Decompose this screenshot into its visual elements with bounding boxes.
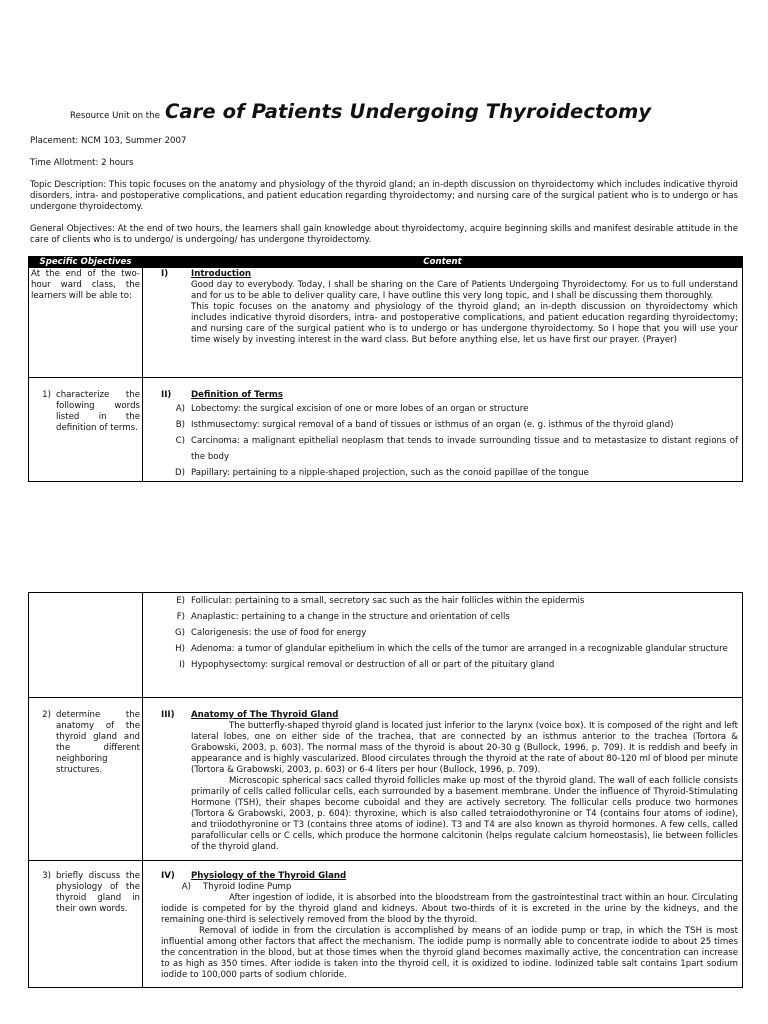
objectives-content-table-2 [28,592,743,988]
term-item [161,609,738,625]
subsection-letter: A) [181,882,191,892]
objective-item [29,390,142,434]
term-text: Follicular: pertaining to a small, secretory sac such as the hair follicles within the epidermis [191,596,585,606]
term-text: Papillary: pertaining to a nipple-shaped projection, such as the conoid papillae of the tongue [191,468,589,478]
section-number: II) [161,390,172,400]
title-prefix: Resource Unit on the [70,111,160,121]
term-letter: G) [174,628,185,638]
section-title: Definition of Terms [191,390,283,400]
section-number: I) [161,269,169,279]
term-letter: D) [175,468,185,478]
table-header-row [29,257,743,268]
term-text: Isthmusectomy: surgical removal of a band of tissues or isthmus of an organ (e. g. isthmus of the thyroid gland) [191,420,674,430]
section-number: III) [161,710,175,720]
section-title: Physiology of the Thyroid Gland [191,871,347,881]
content-cell [143,861,743,988]
table-row [29,698,743,861]
title-main: Care of Patients Undergoing Thyroidectomy [165,100,652,123]
paragraph: Removal of iodide in from the circulation is accomplished by means of an iodide pump or trap, in which the TSH is most influential among other factors that affect the mechanism. The iodide pump is normally able to concentrate iodide to about 25 times the concentration in the blood, but at those times when the thyroid gland becomes maximally active, the concentration can increase to as high as 350 times. After iodide is taken into the thyroid cell, it is oxidized to iodine. Iodinized table salt contains 1part sodium iodide to 100,000 parts of sodium chloride. [161,926,738,980]
term-text: Calorigenesis: the use of food for energy [191,628,367,638]
table-row [29,268,743,378]
paragraph: After ingestion of iodide, it is absorbed into the bloodstream from the gastrointestinal tract within an hour. Circulating iodide is competed for by the thyroid gland and kidneys. About two-thirds of it is excreted in the urine by the kidneys, and the remaining one-third is selectively removed from the blood by the thyroid. [161,893,738,925]
term-item [161,625,738,641]
term-text: Lobectomy: the surgical excision of one or more lobes of an organ or structure [191,404,529,414]
general-objectives: General Objectives: At the end of two hours, the learners shall gain knowledge about thyroidectomy, acquire beginning skills and manifest desirable attitude in the care of clients who is to undergo/ is undergoing/ has undergone thyroidectomy. [30,224,738,245]
objective-item [29,710,142,776]
content-cell [143,378,743,482]
objective-text: briefly discuss the physiology of the thyroid gland in their own words. [56,871,140,914]
paragraph: Good day to everybody. Today, I shall be sharing on the Care of Patients Undergoing Thyroidectomy. For us to full understand and for us to be able to deliver quality care, I have outline this very long topic, and I shall be discussing them thoroughly. [191,280,738,301]
term-letter: A) [175,404,185,414]
objective-item [29,871,142,915]
paragraph: This topic focuses on the anatomy and physiology of the thyroid gland; an in-depth discussion on thyroidectomy which includes indicative thyroid disorders, intra- and postoperative complications, and patient education regarding thyroidectomy; and nursing care of the surgical patient who is to undergo or has undergone thyroidectomy. So I hope that you will use your time wisely by investing interest in the ward class. But before anything else, let us have first our prayer. (Prayer) [191,302,738,345]
section-heading [161,871,738,882]
objectives-content-table-1 [28,256,743,482]
paragraph: The butterfly-shaped thyroid gland is located just inferior to the larynx (voice box). It is composed of the right and left lateral lobes, one on either side of the trachea, that are connected by an isthmus anterior to the trachea (Tortora & Grabowski, 2003, p. 603). The normal mass of the thyroid is about 20-30 g (Bullock, 1996, p. 709). It is reddish and beefy in appearance and is highly vascularized. Blood circulates through the thyroid at the rate of about 80-120 ml of blood per minute (Tortora & Grabowski, 2003, p. 603) or 6-4 liters per hour (Bullock, 1996, p. 709). [191,721,738,775]
table-row [29,861,743,988]
section-title: Introduction [191,269,252,279]
term-item [161,657,738,673]
term-item [161,465,738,481]
term-letter: C) [175,436,185,446]
header-specific-objectives: Specific Objectives [29,257,143,268]
term-text: Carcinoma: a malignant epithelial neoplasm that tends to invade surrounding tissue and to metastasize to distant regions of the body [191,436,738,462]
objective-cell [29,268,143,378]
section-title: Anatomy of The Thyroid Gland [191,710,339,720]
term-item [161,401,738,417]
header-content: Content [143,257,743,268]
content-cell [143,268,743,378]
objective-cell [29,593,143,698]
time-allotment-line: Time Allotment: 2 hours [30,158,134,168]
placement-line: Placement: NCM 103, Summer 2007 [30,136,187,146]
term-item [161,641,738,657]
term-item [161,433,738,465]
intro-objective: At the end of the two-hour ward class, the learners will be able to: [31,269,140,301]
objective-cell [29,861,143,988]
section-heading [161,710,738,721]
section-heading [161,390,738,401]
term-text: Adenoma: a tumor of glandular epithelium in which the cells of the tumor are arranged in a recognizable glandular structure [191,644,728,654]
term-letter: E) [176,596,185,606]
objective-text: characterize the following words listed in the definition of terms. [56,390,140,433]
document-title [70,100,651,123]
term-letter: I) [179,660,185,670]
objective-number: 1) [42,390,51,400]
section-heading [161,269,738,280]
subsection-title: Thyroid Iodine Pump [203,882,292,892]
content-cell [143,698,743,861]
table-row [29,593,743,698]
objective-text: determine the anatomy of the thyroid gland and the different neighboring structures. [56,710,140,775]
term-item [161,417,738,433]
paragraph: Microscopic spherical sacs called thyroid follicles make up most of the thyroid gland. The wall of each follicle consists primarily of cells called follicular cells, each surrounded by a basement membrane. Under the influence of Thyroid-Stimulating Hormone (TSH), their shapes become cuboidal and they are actively secretory. The follicular cells produce two hormones (Tortora & Grabowski, 2003, p. 604): thyroxine, which is also called tetraiodothyronine or T4 (contains four atoms of iodine), and triiodothyronine or T3 (contains three atoms of iodine). T3 and T4 are also known as thyroid hormones. A few cells, called parafollicular cells or C cells, which produce the hormone calcitonin (helps regulate calcium homeostasis), lie between follicles of the thyroid gland. [191,776,738,852]
section-number: IV) [161,871,175,881]
term-letter: B) [175,420,185,430]
subsection-heading [161,882,738,893]
topic-description: Topic Description: This topic focuses on the anatomy and physiology of the thyroid gland; an in-depth discussion on thyroidectomy which includes indicative thyroid disorders, intra- and postoperative complications, and patient education regarding thyroidectomy; and nursing care of the surgical patient who is to undergo or has undergone thyroidectomy. [30,180,738,212]
objective-number: 3) [42,871,51,881]
objective-cell [29,698,143,861]
table-row [29,378,743,482]
term-item [161,593,738,609]
term-text: Hypophysectomy: surgical removal or destruction of all or part of the pituitary gland [191,660,555,670]
objective-number: 2) [42,710,51,720]
term-text: Anaplastic: pertaining to a change in the structure and orientation of cells [191,612,510,622]
term-letter: F) [176,612,185,622]
term-letter: H) [175,644,185,654]
content-cell [143,593,743,698]
objective-cell [29,378,143,482]
